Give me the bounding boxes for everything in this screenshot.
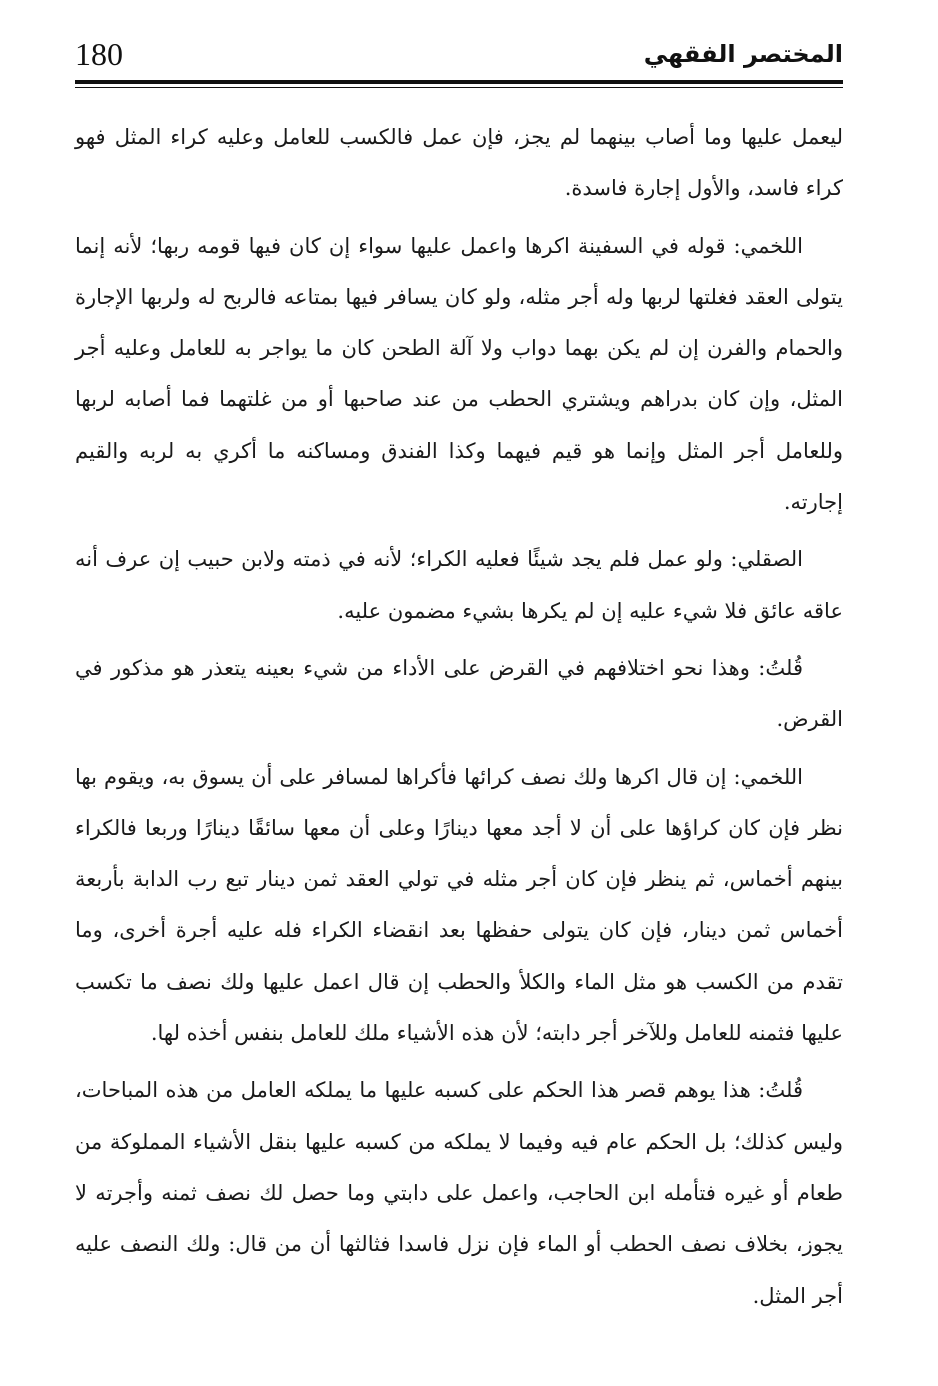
paragraph: قُلتُ: وهذا نحو اختلافهم في القرض على الأداء من شيء بعينه يتعذر هو مذكور في القرض.	[75, 655, 843, 732]
page-header	[75, 30, 843, 90]
paragraph: قُلتُ: هذا يوهم قصر هذا الحكم على كسبه عليها ما يملكه العامل من هذه المباحات، وليس كذلك؛ بل الحكم عام فيه وفيما لا يملكه من كسبه عليها بنقل الأشياء المملوكة من طعام أو غيره فتأمله ابن الحاجب، واعمل على دابتي وما حصل لك نصف ثمنه وأجرته لا يجوز، بخلاف نصف الحطب أو الماء فإن نزل فاسدا فثالثها أن من قال: ولك النصف عليه أجر المثل.	[75, 1078, 843, 1308]
paragraph: اللخمي: قوله في السفينة اكرها واعمل عليها سواء إن كان فيها قومه ربها؛ لأنه إنما يتولى العقد فغلتها لربها وله أجر مثله، ولو كان يسافر فيها بمتاعه فالربح له ولربها الإجارة والحمام والفرن إن لم يكن بهما دواب ولا آلة الطحن كان ما يواجر به للعامل وعليه أجر المثل، وإن كان بدراهم ويشتري الحطب من عند صاحبها أو من غلتهما فما أصابه لربها وللعامل أجر المثل وإنما هو قيم فيهما وكذا الفندق ومساكنه ما أكري به لربه والقيم إجارته.	[75, 233, 843, 515]
paragraph: اللخمي: إن قال اكرها ولك نصف كرائها فأكراها لمسافر على أن يسوق به، ويقوم بها نظر فإن كان كراؤها على أن لا أجد معها دينارًا وعلى أن معها سائقًا دينارًا وربعا فالكراء بينهم أخماس، ثم ينظر فإن كان أجر مثله في تولي العقد ثمن دينار تبع رب الدابة بأربعة أخماس ثمن دينار، فإن كان يتولى حفظها بعد انقضاء الكراء فله عليه أجرة أخرى، وما تقدم من الكسب هو مثل الماء والكلأ والحطب إن قال اعمل عليها ولك نصف ما تكسب عليها فثمنه للعامل وللآخر أجر دابته؛ لأن هذه الأشياء ملك للعامل بنفس أخذه لها.	[75, 764, 843, 1046]
header-rule-thin	[75, 87, 843, 88]
header-rule-thick	[75, 80, 843, 84]
running-title: المختصر الفقهي	[643, 40, 843, 68]
page-number: 180	[75, 36, 123, 72]
body-text	[75, 112, 843, 1328]
paragraph: الصقلي: ولو عمل فلم يجد شيئًا فعليه الكراء؛ لأنه في ذمته ولابن حبيب إن عرف أنه عاقه عائق فلا شيء عليه إن لم يكرها بشيء مضمون عليه.	[75, 547, 843, 623]
paragraph: ليعمل عليها وما أصاب بينهما لم يجز، فإن عمل فالكسب للعامل وعليه كراء المثل فهو كراء فاسد، والأول إجارة فاسدة.	[75, 125, 843, 201]
